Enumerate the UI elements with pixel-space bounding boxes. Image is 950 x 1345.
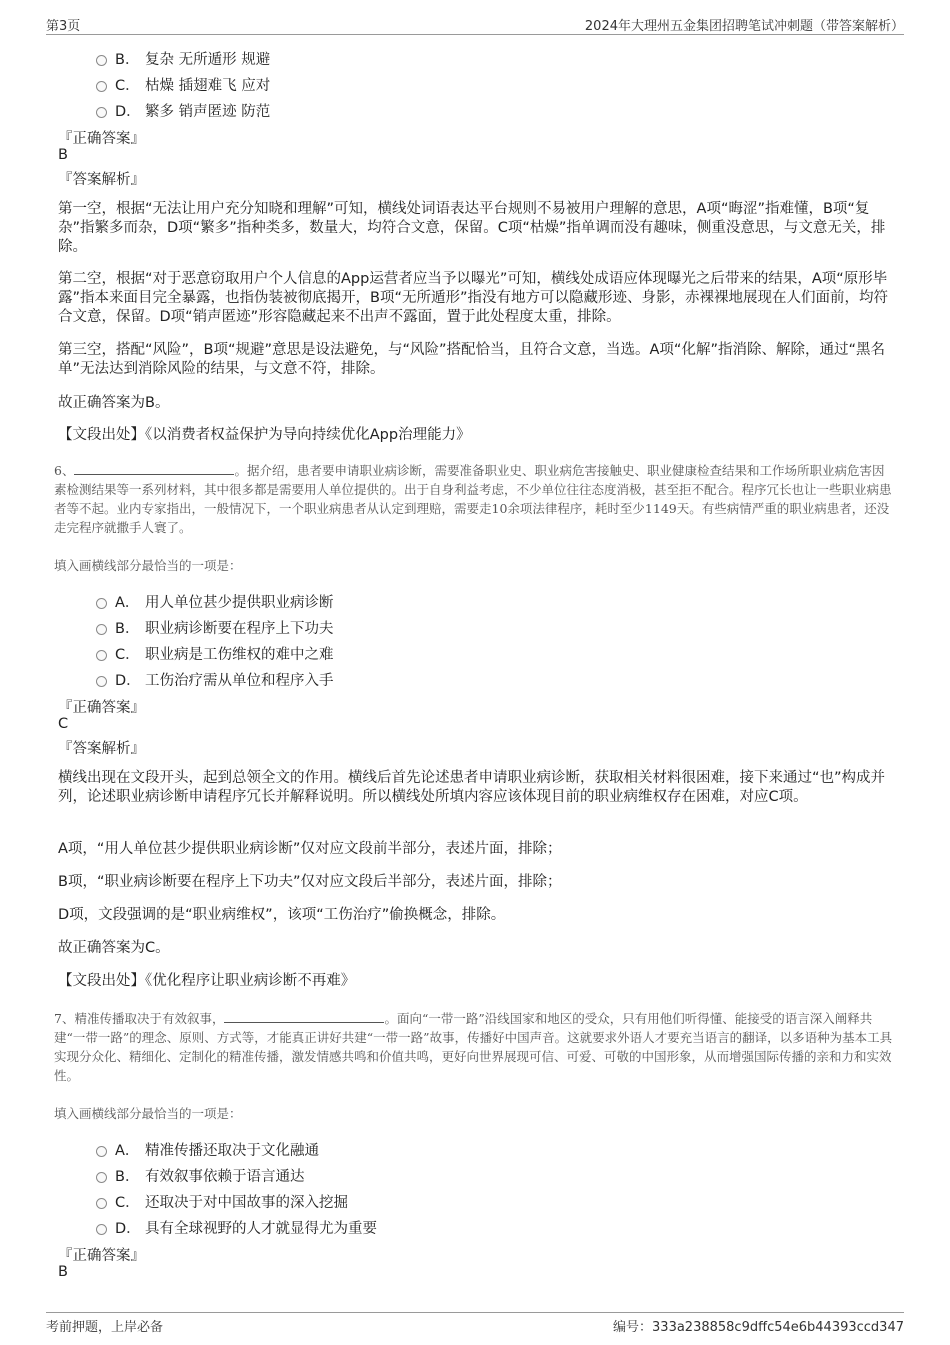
- page-footer: [46, 1312, 904, 1335]
- radio-icon[interactable]: [96, 624, 107, 635]
- radio-icon[interactable]: [96, 1224, 107, 1235]
- q5-option-c[interactable]: C． 枯燥 插翅难飞 应对: [96, 74, 270, 95]
- q7-answer: B: [58, 1264, 68, 1280]
- q6-analysis-label: 『答案解析』: [58, 741, 145, 757]
- q6-analysis-p3: B项，“职业病诊断要在程序上下功夫”仅对应文段后半部分，表述片面，排除；: [58, 874, 562, 890]
- page-header: [46, 14, 904, 35]
- q5-answer-label: 『正确答案』: [58, 131, 145, 147]
- q6-fill-prompt: 填入画横线部分最恰当的一项是：: [54, 558, 242, 573]
- footer-slogan: 考前押题，上岸必备: [46, 1320, 164, 1335]
- radio-icon[interactable]: [96, 81, 107, 92]
- radio-icon[interactable]: [96, 1146, 107, 1157]
- q7-option-d[interactable]: D． 具有全球视野的人才就显得尤为重要: [96, 1217, 377, 1238]
- radio-icon[interactable]: [96, 676, 107, 687]
- document-title: 2024年大理州五金集团招聘笔试冲刺题（带答案解析）: [584, 19, 904, 34]
- q6-source: 【文段出处】《优化程序让职业病诊断不再难》: [58, 973, 356, 989]
- q6-option-c[interactable]: C． 职业病是工伤维权的难中之难: [96, 643, 334, 664]
- q7-option-c[interactable]: C． 还取决于对中国故事的深入挖掘: [96, 1191, 348, 1212]
- q5-answer: B: [58, 147, 68, 163]
- radio-icon[interactable]: [96, 55, 107, 66]
- q6-analysis-p4: D项，文段强调的是“职业病维权”，该项“工伤治疗”偷换概念，排除。: [58, 907, 506, 923]
- q5-conclusion: 故正确答案为B。: [58, 395, 170, 411]
- q6-option-a[interactable]: A． 用人单位甚少提供职业病诊断: [96, 591, 334, 612]
- q7-option-a[interactable]: A． 精准传播还取决于文化融通: [96, 1139, 319, 1160]
- q6-stem: 6、 。据介绍，患者要申请职业病诊断，需要准备职业史、职业病危害接触史、职业健康检查结果和工作场所职业病危害因素检测结果等一系列材料，其中很多都是需要用人单位提供的。出于自身利益考虑，不少单位往往态度消极，甚至拒不配合。程序冗长也让一些职业病患者等不起。业内专家指出，一般情况下，一个职业病患者从认定到理赔，需要走10余项法律程序，耗时至少1149天。有些病情严重的职业病患者，还没走完程序就撒手人寰了。: [54, 463, 892, 535]
- q7-fill-prompt: 填入画横线部分最恰当的一项是：: [54, 1106, 242, 1121]
- radio-icon[interactable]: [96, 650, 107, 661]
- document-id: 编号：333a238858c9dffc54e6b44393ccd347: [613, 1320, 904, 1335]
- radio-icon[interactable]: [96, 107, 107, 118]
- radio-icon[interactable]: [96, 1172, 107, 1183]
- q6-answer: C: [58, 716, 69, 732]
- answer-blank: [224, 1011, 384, 1023]
- answer-blank: [74, 463, 234, 475]
- q6-option-d[interactable]: D． 工伤治疗需从单位和程序入手: [96, 669, 334, 690]
- q6-conclusion: 故正确答案为C。: [58, 940, 170, 956]
- q5-analysis-p2: 第二空，根据“对于恶意窃取用户个人信息的App运营者应当予以曝光”可知，横线处成语应体现曝光之后带来的结果，A项“原形毕露”指本来面目完全暴露，也指伪装被彻底揭开，B项“无所遁形”指没有地方可以隐藏形迹、身影，赤裸裸地展现在人们面前，均符合文意，保留。D项“销声匿迹”形容隐藏起来不出声不露面，置于此处程度太重，排除。: [58, 271, 888, 325]
- q5-source: 【文段出处】《以消费者权益保护为导向持续优化App治理能力》: [58, 427, 471, 443]
- q5-analysis-label: 『答案解析』: [58, 172, 145, 188]
- page-number: 第3页: [46, 19, 81, 34]
- q5-analysis-p3: 第三空，搭配“风险”，B项“规避”意思是设法避免，与“风险”搭配恰当，且符合文意，当选。A项“化解”指消除、解除，通过“黑名单”无法达到消除风险的结果，与文意不符，排除。: [58, 342, 885, 377]
- radio-icon[interactable]: [96, 598, 107, 609]
- q6-analysis-p2: A项，“用人单位甚少提供职业病诊断”仅对应文段前半部分，表述片面，排除；: [58, 841, 562, 857]
- q5-option-d[interactable]: D． 繁多 销声匿迹 防范: [96, 100, 270, 121]
- q7-option-b[interactable]: B． 有效叙事依赖于语言通达: [96, 1165, 305, 1186]
- radio-icon[interactable]: [96, 1198, 107, 1209]
- q5-option-b[interactable]: B． 复杂 无所遁形 规避: [96, 48, 270, 69]
- q6-option-b[interactable]: B． 职业病诊断要在程序上下功夫: [96, 617, 334, 638]
- q5-analysis-p1: 第一空，根据“无法让用户充分知晓和理解”可知，横线处词语表达平台规则不易被用户理解的意思，A项“晦涩”指难懂，B项“复杂”指繁多而杂，D项“繁多”指种类多，数量大，均符合文意，保留。C项“枯燥”指单调而没有趣味，侧重没意思，与文意无关，排除。: [58, 201, 886, 255]
- q7-stem: 7、精准传播取决于有效叙事， 。面向“一带一路”沿线国家和地区的受众，只有用他们听得懂、能接受的语言深入阐释共建“一带一路”的理念、原则、方式等，才能真正讲好共建“一带一路”故事，传播好中国声音。这就要求外语人才要充当语言的翻译，以多语种为基本工具实现分众化、精细化、定制化的精准传播，激发情感共鸣和价值共鸣，更好向世界展现可信、可爱、可敬的中国形象，从而增强国际传播的亲和力和实效性。: [54, 1011, 893, 1083]
- q6-answer-label: 『正确答案』: [58, 700, 145, 716]
- q7-answer-label: 『正确答案』: [58, 1248, 145, 1264]
- q6-analysis-p1: 横线出现在文段开头，起到总领全文的作用。横线后首先论述患者申请职业病诊断，获取相关材料很困难，接下来通过“也”构成并列，论述职业病诊断申请程序冗长并解释说明。所以横线处所填内容应该体现目前的职业病维权存在困难，对应C项。: [58, 770, 886, 805]
